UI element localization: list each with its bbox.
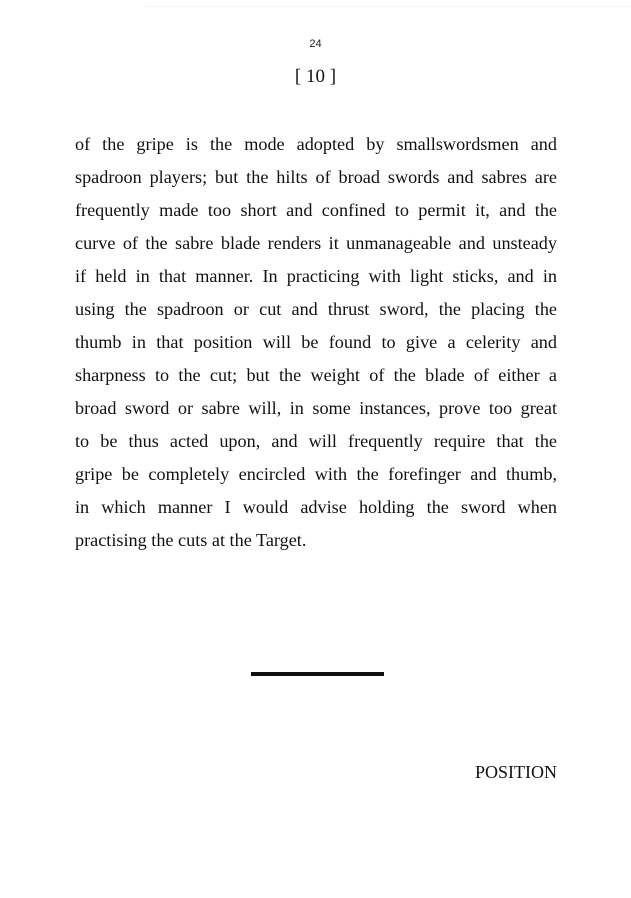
text-line: if held in that manner. In practicing with light sticks, and in (75, 266, 557, 286)
text-line: broad sword or sabre will, in some instances, prove too great (75, 398, 557, 418)
text-line: curve of the sabre blade renders it unmanageable and unsteady (75, 233, 557, 253)
text-line: practising the cuts at the Target. (75, 530, 307, 550)
text-line: gripe be completely encircled with the forefinger and thumb, (75, 464, 557, 484)
catchword: POSITION (474, 762, 557, 782)
page-top-edge (145, 6, 631, 7)
text-line: sharpness to the cut; but the weight of the blade of either a (75, 365, 557, 385)
text-line: in which manner I would advise holding the sword when (75, 497, 557, 517)
original-page-number: [ 10 ] (294, 66, 337, 87)
text-line: thumb in that position will be found to give a celerity and (75, 332, 557, 352)
text-line: using the spadroon or cut and thrust sword, the placing the (75, 299, 557, 319)
text-line: frequently made too short and confined to permit it, and the (75, 200, 557, 220)
page-number: 24 (309, 38, 322, 50)
text-line: spadroon players; but the hilts of broad swords and sabres are (75, 167, 557, 187)
section-divider (251, 672, 384, 676)
text-line: of the gripe is the mode adopted by smallswordsmen and (75, 134, 557, 154)
body-paragraph (75, 128, 557, 557)
text-line: to be thus acted upon, and will frequently require that the (75, 431, 557, 451)
